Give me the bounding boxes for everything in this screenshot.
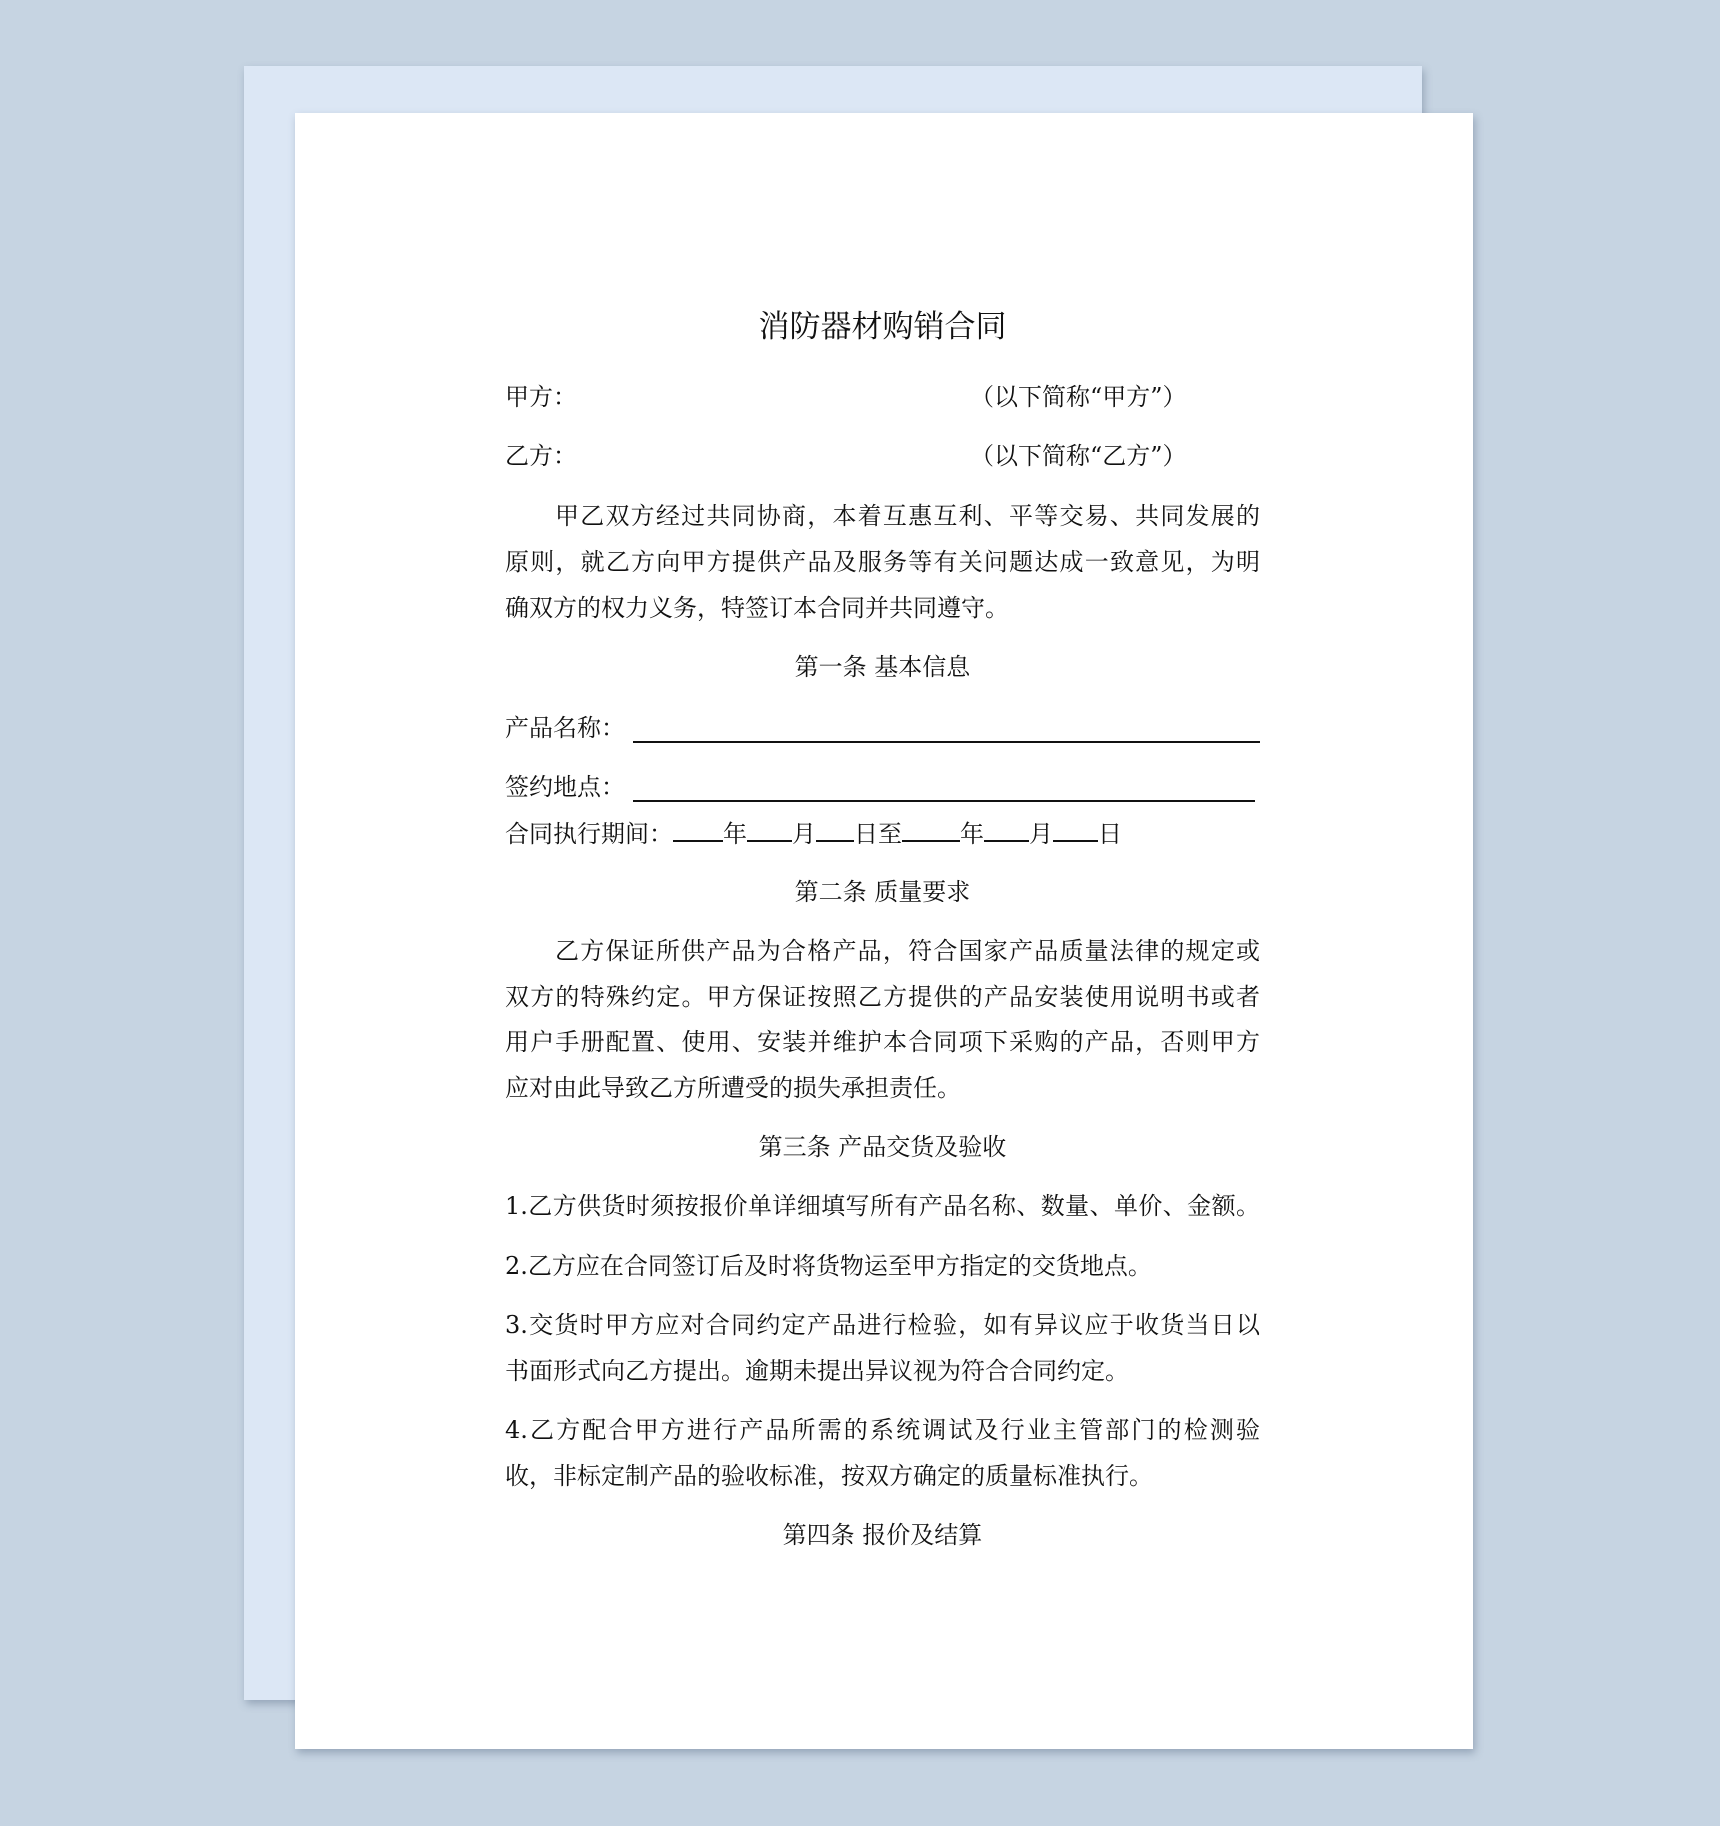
article3-line: 3.交货时甲方应对合同约定产品进行检验，如有异议应于收货当日以 — [505, 1311, 1260, 1339]
sign-place-row — [505, 772, 1255, 802]
document-title: 消防器材购销合同 — [758, 309, 1007, 345]
period-row — [505, 818, 1260, 849]
intro-line: 原则，就乙方向甲方提供产品及服务等有关问题达成一致意见，为明 — [505, 548, 1260, 576]
end-month-blank[interactable] — [984, 818, 1029, 842]
end-day-blank[interactable] — [1053, 818, 1098, 842]
start-year-blank[interactable] — [673, 818, 723, 842]
article3-heading: 第三条 产品交货及验收 — [758, 1133, 1007, 1161]
party-b-label: 乙方： — [505, 442, 577, 470]
party-a-label: 甲方： — [505, 383, 577, 411]
document-page — [295, 113, 1473, 1749]
article3-line: 4.乙方配合甲方进行产品所需的系统调试及行业主管部门的检测验 — [505, 1416, 1260, 1444]
sign-place-blank[interactable] — [633, 778, 1255, 802]
year-label: 年 — [723, 820, 747, 848]
start-day-blank[interactable] — [816, 818, 854, 842]
article2-line: 双方的特殊约定。甲方保证按照乙方提供的产品安装使用说明书或者 — [505, 983, 1260, 1011]
party-b-row — [505, 441, 1260, 471]
party-a-abbr: （以下简称“甲方”） — [970, 383, 1187, 411]
intro-line: 甲乙双方经过共同协商，本着互惠互利、平等交易、共同发展的 — [555, 502, 1260, 530]
party-a-row — [505, 382, 1260, 412]
article4-heading: 第四条 报价及结算 — [782, 1521, 983, 1549]
article3-line: 书面形式向乙方提出。逾期未提出异议视为符合合同约定。 — [505, 1357, 1129, 1385]
product-name-blank[interactable] — [633, 719, 1260, 743]
article1-heading: 第一条 基本信息 — [794, 653, 971, 681]
end-year-blank[interactable] — [902, 818, 960, 842]
article3-line: 1.乙方供货时须按报价单详细填写所有产品名称、数量、单价、金额。 — [505, 1192, 1260, 1220]
article2-line: 用户手册配置、使用、安装并维护本合同项下采购的产品，否则甲方 — [505, 1028, 1260, 1056]
intro-line: 确双方的权力义务，特签订本合同并共同遵守。 — [505, 594, 1009, 622]
month-label: 月 — [792, 820, 816, 848]
article3-line: 2.乙方应在合同签订后及时将货物运至甲方指定的交货地点。 — [505, 1252, 1152, 1280]
day-to-label: 日至 — [854, 820, 902, 848]
product-name-row — [505, 713, 1260, 743]
article2-heading: 第二条 质量要求 — [794, 878, 971, 906]
sign-place-label: 签约地点： — [505, 773, 625, 801]
year-label: 年 — [960, 820, 984, 848]
article3-line: 收，非标定制产品的验收标准，按双方确定的质量标准执行。 — [505, 1462, 1153, 1490]
party-b-abbr: （以下简称“乙方”） — [970, 442, 1187, 470]
month-label: 月 — [1029, 820, 1053, 848]
day-label: 日 — [1098, 820, 1122, 848]
article2-line: 应对由此导致乙方所遭受的损失承担责任。 — [505, 1074, 961, 1102]
start-month-blank[interactable] — [747, 818, 792, 842]
article2-line: 乙方保证所供产品为合格产品，符合国家产品质量法律的规定或 — [555, 937, 1260, 965]
product-name-label: 产品名称： — [505, 714, 625, 742]
period-label: 合同执行期间： — [505, 820, 673, 848]
